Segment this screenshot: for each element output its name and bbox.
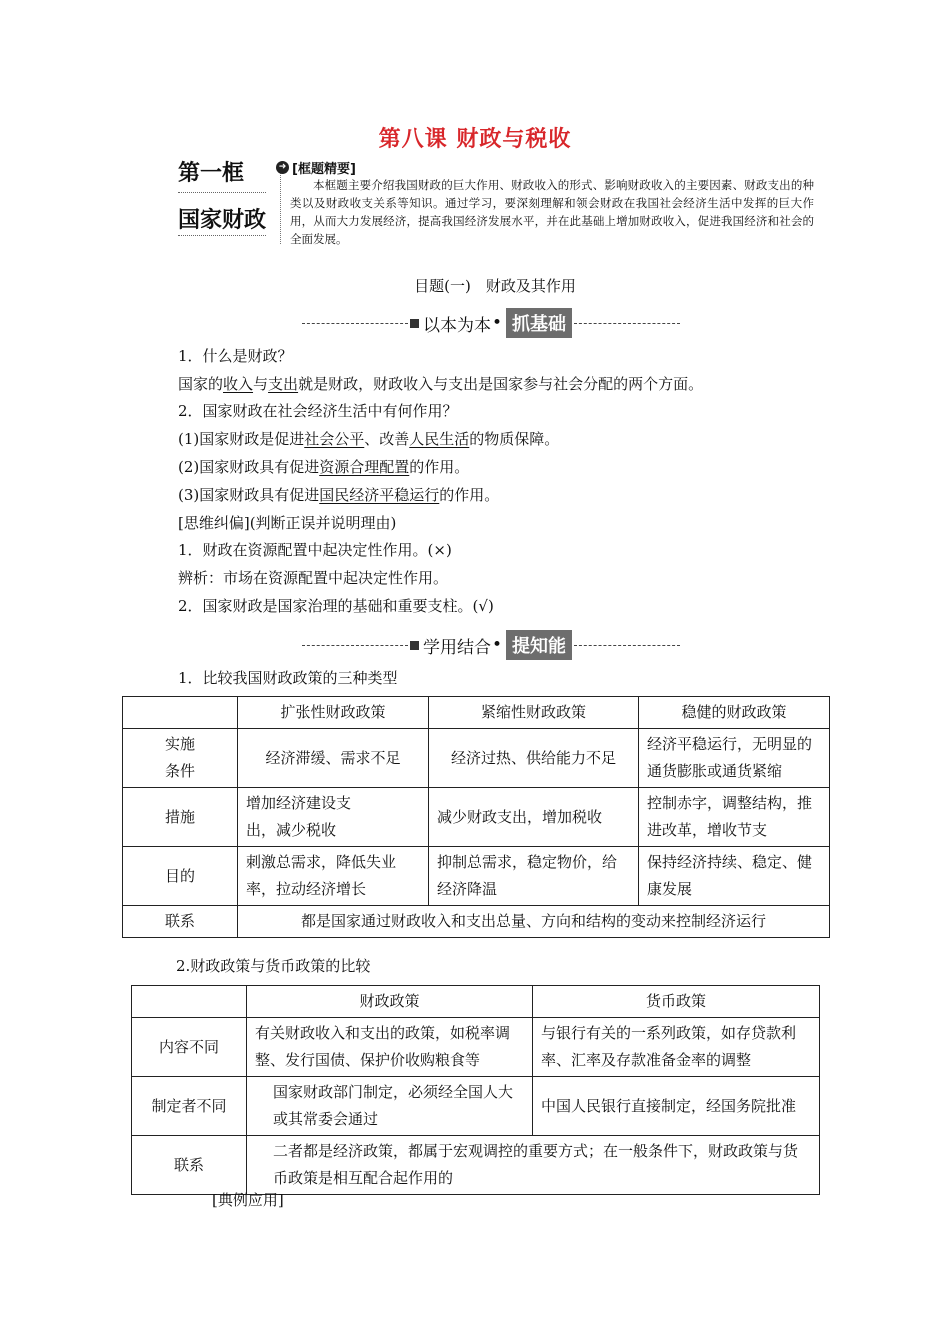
dash-line (574, 645, 680, 646)
table-header-cell: 财政政策 (247, 986, 533, 1018)
table-header-cell: 货币政策 (533, 986, 820, 1018)
dash-line (302, 323, 408, 324)
table-cell: 抑制总需求，稳定物价，给经济降温 (429, 847, 639, 906)
blank-answer: 资源合理配置 (319, 458, 410, 476)
blank-answer: 收入 (223, 375, 254, 393)
vertical-divider (280, 172, 281, 244)
table-row (123, 788, 830, 847)
square-icon (410, 319, 419, 328)
row-label: 联系 (132, 1136, 247, 1195)
dash-line (302, 645, 408, 646)
arrow-circle-icon: ➜ (276, 161, 289, 174)
dot-separator: • (491, 635, 503, 655)
section-banner-skills (302, 630, 680, 660)
question-1: 1．什么是财政？ (178, 347, 293, 365)
fiscal-policy-table (122, 696, 830, 938)
dot-separator: • (491, 313, 503, 333)
judgement-1: 1．财政在资源配置中起决定性作用。(×) (178, 541, 452, 559)
divider (178, 192, 266, 193)
table-header-row (123, 697, 830, 729)
answer-1: 国家的收入与支出就是财政，财政收入与支出是国家参与社会分配的两个方面。 (178, 375, 704, 393)
frame-number: 第一框 (178, 161, 245, 186)
question-2: 2．国家财政在社会经济生活中有何作用？ (178, 402, 458, 420)
table-row (132, 1077, 820, 1136)
blank-answer: 社会公平 (304, 430, 365, 448)
blank-answer: 人民生活 (409, 430, 470, 448)
table-header-cell: 扩张性财政政策 (238, 697, 429, 729)
table-cell: 经济过热、供给能力不足 (429, 729, 639, 788)
table-cell: 有关财政收入和支出的政策，如税率调整、发行国债、保护价收购粮食等 (247, 1018, 533, 1077)
table-row (132, 1136, 820, 1195)
table-cell: 保持经济持续、稳定、健康发展 (639, 847, 830, 906)
role-2: (2)国家财政具有促进资源合理配置的作用。 (178, 458, 470, 476)
table-header-row (132, 986, 820, 1018)
table-cell: 国家财政部门制定，必须经全国人大或其常委会通过 (247, 1077, 533, 1136)
blank-answer: 国民经济平稳运行 (319, 486, 440, 504)
judgement-2: 2．国家财政是国家治理的基础和重要支柱。(√) (178, 597, 494, 615)
table-row (123, 729, 830, 788)
row-label: 内容不同 (132, 1018, 247, 1077)
row-label: 目的 (123, 847, 238, 906)
table-cell: 经济平稳运行，无明显的通货膨胀或通货紧缩 (639, 729, 830, 788)
dash-line (574, 323, 680, 324)
banner-box: 提知能 (506, 630, 572, 660)
table2-title: 2.财政政策与货币政策的比较 (176, 957, 371, 975)
blank-answer: 支出 (268, 375, 299, 393)
row-label: 制定者不同 (132, 1077, 247, 1136)
table-cell: 增加经济建设支 出，减少税收 (238, 788, 429, 847)
table-cell: 控制赤字，调整结构，推进改革，增收节支 (639, 788, 830, 847)
divider (178, 235, 266, 236)
table-header-cell: 稳健的财政政策 (639, 697, 830, 729)
intro-label: [框题精要] (292, 162, 356, 177)
row-label: 实施 条件 (123, 729, 238, 788)
table1-title: 1．比较我国财政政策的三种类型 (178, 669, 398, 687)
square-icon (410, 641, 419, 650)
policy-comparison-table (131, 985, 820, 1195)
role-3: (3)国家财政具有促进国民经济平稳运行的作用。 (178, 486, 500, 504)
table-row (132, 1018, 820, 1077)
frame-name: 国家财政 (178, 208, 267, 233)
table-cell: 都是国家通过财政收入和支出总量、方向和结构的变动来控制经济运行 (238, 906, 830, 938)
table-cell (132, 986, 247, 1018)
banner-box: 抓基础 (506, 308, 572, 338)
think-label: [思维纠偏](判断正误并说明理由) (178, 514, 397, 532)
table-cell: 经济滞缓、需求不足 (238, 729, 429, 788)
banner-text: 学用结合 (422, 637, 491, 658)
table-row (123, 906, 830, 938)
table-cell: 中国人民银行直接制定，经国务院批准 (533, 1077, 820, 1136)
example-label: [典例应用] (212, 1191, 284, 1209)
table-cell: 二者都是经济政策，都属于宏观调控的重要方式；在一般条件下，财政政策与货币政策是相互配合起作用的 (247, 1136, 820, 1195)
row-label: 措施 (123, 788, 238, 847)
table-cell: 刺激总需求，降低失业率，拉动经济增长 (238, 847, 429, 906)
table-row (123, 847, 830, 906)
table-cell: 减少财政支出，增加税收 (429, 788, 639, 847)
intro-text: 本框题主要介绍我国财政的巨大作用、财政收入的形式、影响财政收入的主要因素、财政支出的种类以及财政收支关系等知识。通过学习，要深刻理解和领会财政在我国社会经济生活中发挥的巨大作用，从而大力发展经济，提高我国经济发展水平，并在此基础上增加财政收入，促进我国经济和社会的全面发展。 (290, 178, 814, 246)
section-banner-basics (302, 308, 680, 338)
lesson-title: 第八课 财政与税收 (378, 127, 572, 152)
topic-title: 目题(一) 财政及其作用 (414, 277, 576, 295)
banner-text: 以本为本 (422, 315, 491, 336)
table-cell (123, 697, 238, 729)
intro-heading (276, 158, 356, 177)
row-label: 联系 (123, 906, 238, 938)
table-header-cell: 紧缩性财政政策 (429, 697, 639, 729)
role-1: (1)国家财政是促进社会公平、改善人民生活的物质保障。 (178, 430, 560, 448)
table-cell: 与银行有关的一系列政策，如存贷款利率、汇率及存款准备金率的调整 (533, 1018, 820, 1077)
judgement-1-explain: 辨析：市场在资源配置中起决定性作用。 (178, 569, 449, 587)
